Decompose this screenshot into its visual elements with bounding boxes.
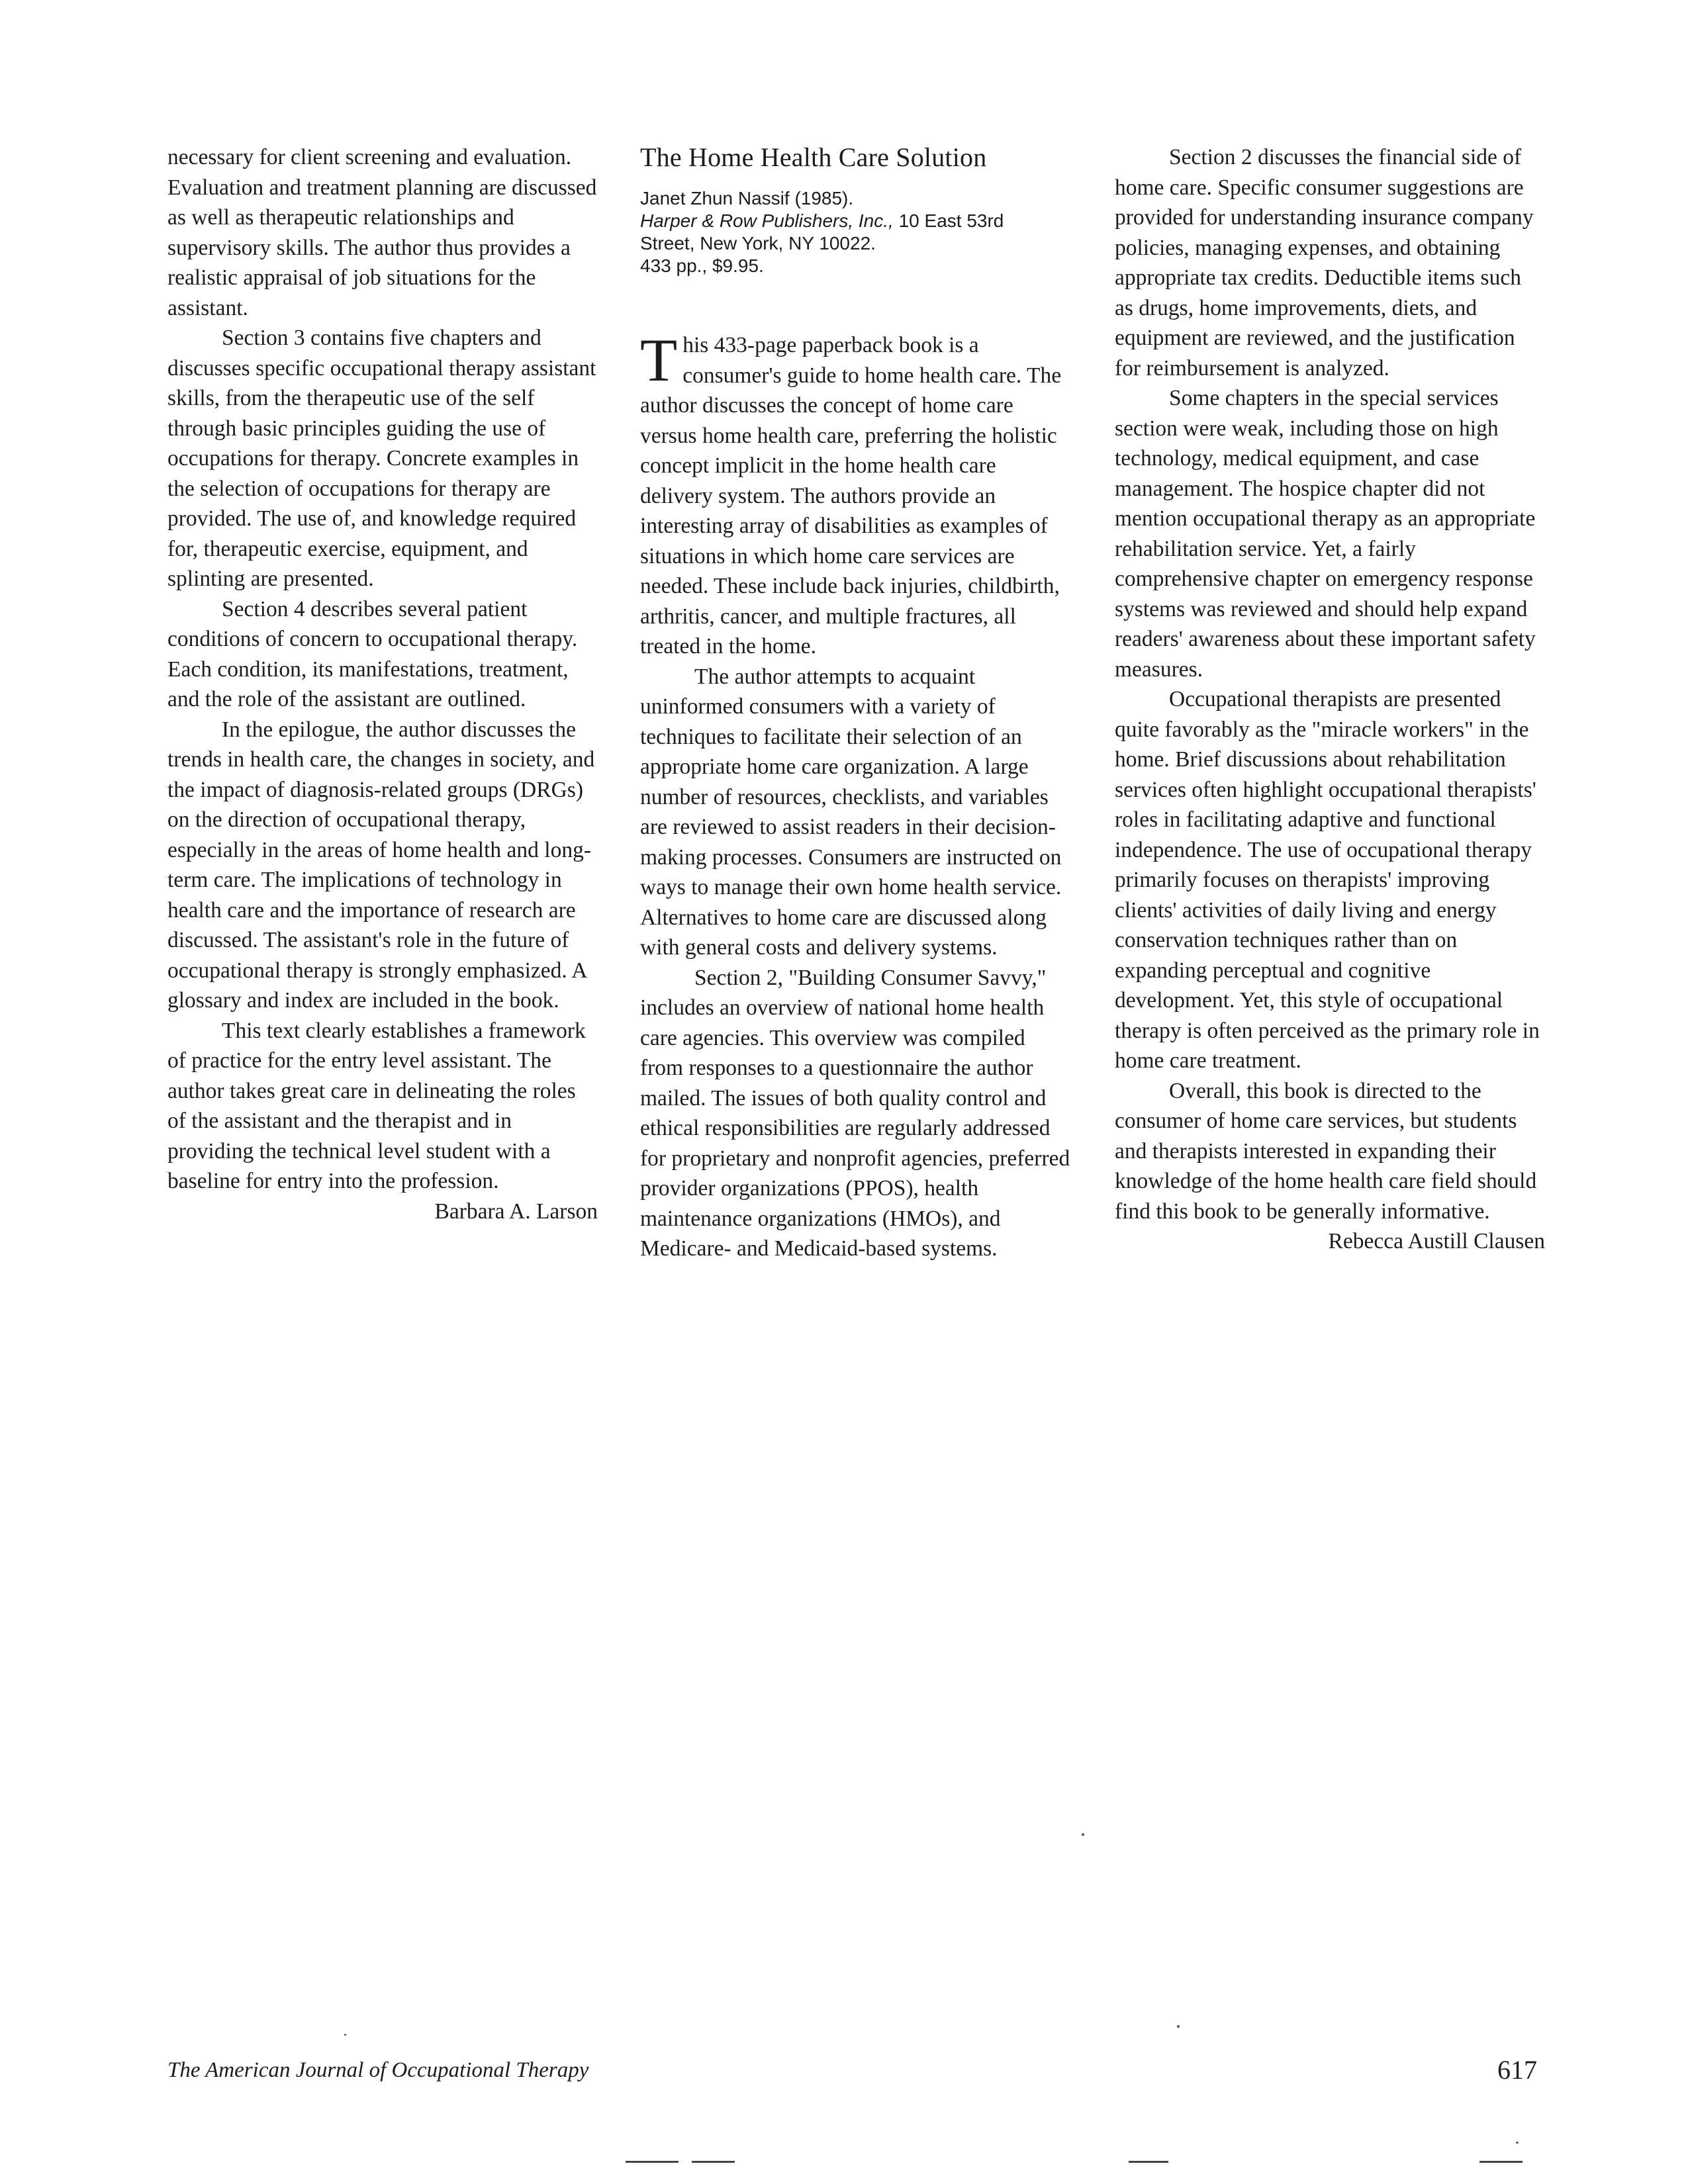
page-number: 617 bbox=[1497, 2055, 1537, 2085]
book-citation bbox=[640, 187, 1070, 277]
book-price-line: 433 pp., $9.95. bbox=[640, 255, 764, 276]
book-address-2: Street, New York, NY 10022. bbox=[640, 233, 876, 253]
scan-speck bbox=[344, 2034, 346, 2036]
middle-paragraph-2: The author attempts to acquaint uninformed consumers with a variety of techniques to facilitate their selection of an appropriate home care organization. A large number of resources, checklists, and variables are reviewed to assist readers in their decision-making processes. Consumers are instructed on ways to manage their own home health service. Alternatives to home care are discussed along with general costs and delivery systems. bbox=[640, 664, 1062, 960]
left-column bbox=[167, 142, 598, 1226]
middle-paragraph-3: Section 2, "Building Consumer Savvy," includes an overview of national home health care agencies. This overview was compiled from responses to a questionnaire the author mailed. The issues of both quality control and ethical responsibilities are regularly addressed for proprietary and nonprofit agencies, preferred provider organizations (PPOS), health maintenance organizations (HMOs), and Medicare- and Medicaid-based systems. bbox=[640, 965, 1070, 1261]
journal-name: The American Journal of Occupational Therapy bbox=[167, 2058, 589, 2082]
book-author-line: Janet Zhun Nassif (1985). bbox=[640, 188, 854, 208]
right-paragraph-3: Occupational therapists are presented quite favorably as the "miracle workers" in the home. Brief discussions about rehabilitation services often highlight occupational therapists' roles in facilitating adaptive and functional independence. The use of occupational therapy primarily focuses on therapists' improving clients' activities of daily living and energy conservation techniques rather than on expanding perceptual and cognitive development. Yet, this style of occupational therapy is often perceived as the primary role in home care treatment. bbox=[1115, 687, 1540, 1073]
left-paragraph-2: Section 3 contains five chapters and discusses specific occupational therapy assistant skills, from the therapeutic use of the self through basic principles guiding the use of occupations for therapy. Concrete examples in the selection of occupations for therapy are provided. The use of, and knowledge required for, therapeutic exercise, equipment, and splinting are presented. bbox=[167, 326, 596, 591]
scan-line bbox=[1479, 2161, 1523, 2163]
left-paragraph-3: Section 4 describes several patient conditions of concern to occupational therapy. Each condition, its manifestations, treatment, and the role of the assistant are outlined. bbox=[167, 596, 578, 711]
review-title: The Home Health Care Solution bbox=[640, 142, 987, 172]
right-paragraph-4: Overall, this book is directed to the consumer of home care services, but students and therapists interested in expanding their knowledge of the home health care field should find this book to be generally informative. bbox=[1115, 1078, 1537, 1224]
middle-paragraph-1 bbox=[640, 326, 1070, 662]
middle-column bbox=[640, 142, 1070, 1264]
left-paragraph-4: In the epilogue, the author discusses the trends in health care, the changes in society, and the impact of diagnosis-related groups (DRGs) on the direction of occupational therapy, especially in the areas of home health and long-term care. The implications of technology in health care and the importance of research are discussed. The assistant's role in the future of occupational therapy is strongly emphasized. A glossary and index are included in the book. bbox=[167, 717, 595, 1013]
book-address-1: 10 East 53rd bbox=[893, 210, 1004, 231]
book-publisher: Harper & Row Publishers, Inc., bbox=[640, 210, 894, 231]
right-paragraph-2: Some chapters in the special services section were weak, including those on high technology, medical equipment, and case management. The hospice chapter did not mention occupational therapy as an appropriate rehabilitation service. Yet, a fairly comprehensive chapter on emergency response systems was reviewed and should help expand readers' awareness about these important safety measures. bbox=[1115, 386, 1536, 682]
scan-line bbox=[692, 2161, 735, 2163]
drop-cap: T bbox=[640, 326, 678, 394]
book-publisher-line bbox=[640, 210, 1070, 232]
left-paragraph-5: This text clearly establishes a framework of practice for the entry level assistant. The author takes great care in delineating the roles of the assistant and the therapist and in providing the technical level student with a baseline for entry into the profession. bbox=[167, 1018, 586, 1193]
right-paragraph-1: Section 2 discusses the financial side of home care. Specific consumer suggestions are provided for understanding insurance company policies, managing expenses, and obtaining appropriate tax credits. Deductible items such as drugs, home improvements, diets, and equipment are reviewed, and the justification for reimbursement is analyzed. bbox=[1115, 145, 1534, 381]
scan-speck bbox=[1177, 2025, 1180, 2028]
scan-speck bbox=[1082, 1833, 1084, 1836]
left-paragraph-1: necessary for client screening and evaluation. Evaluation and treatment planning are discussed as well as therapeutic relationships and supervisory skills. The author thus provides a realistic appraisal of job situations for the assistant. bbox=[167, 145, 597, 320]
left-reviewer-signature: Barbara A. Larson bbox=[434, 1199, 598, 1224]
scan-line bbox=[1129, 2161, 1168, 2163]
right-reviewer-signature: Rebecca Austill Clausen bbox=[1328, 1229, 1545, 1253]
scan-speck bbox=[1516, 2142, 1519, 2144]
middle-paragraph-1-text: his 433-page paperback book is a consumer's guide to home health care. The author discusses the concept of home care versus home health care, preferring the holistic concept implicit in the home health care delivery system. The authors provide an interesting array of disabilities as examples of situations in which home care services are needed. These include back injuries, childbirth, arthritis, cancer, and multiple fractures, all treated in the home. bbox=[640, 333, 1062, 659]
right-column bbox=[1115, 142, 1545, 1257]
scan-line bbox=[626, 2161, 679, 2163]
